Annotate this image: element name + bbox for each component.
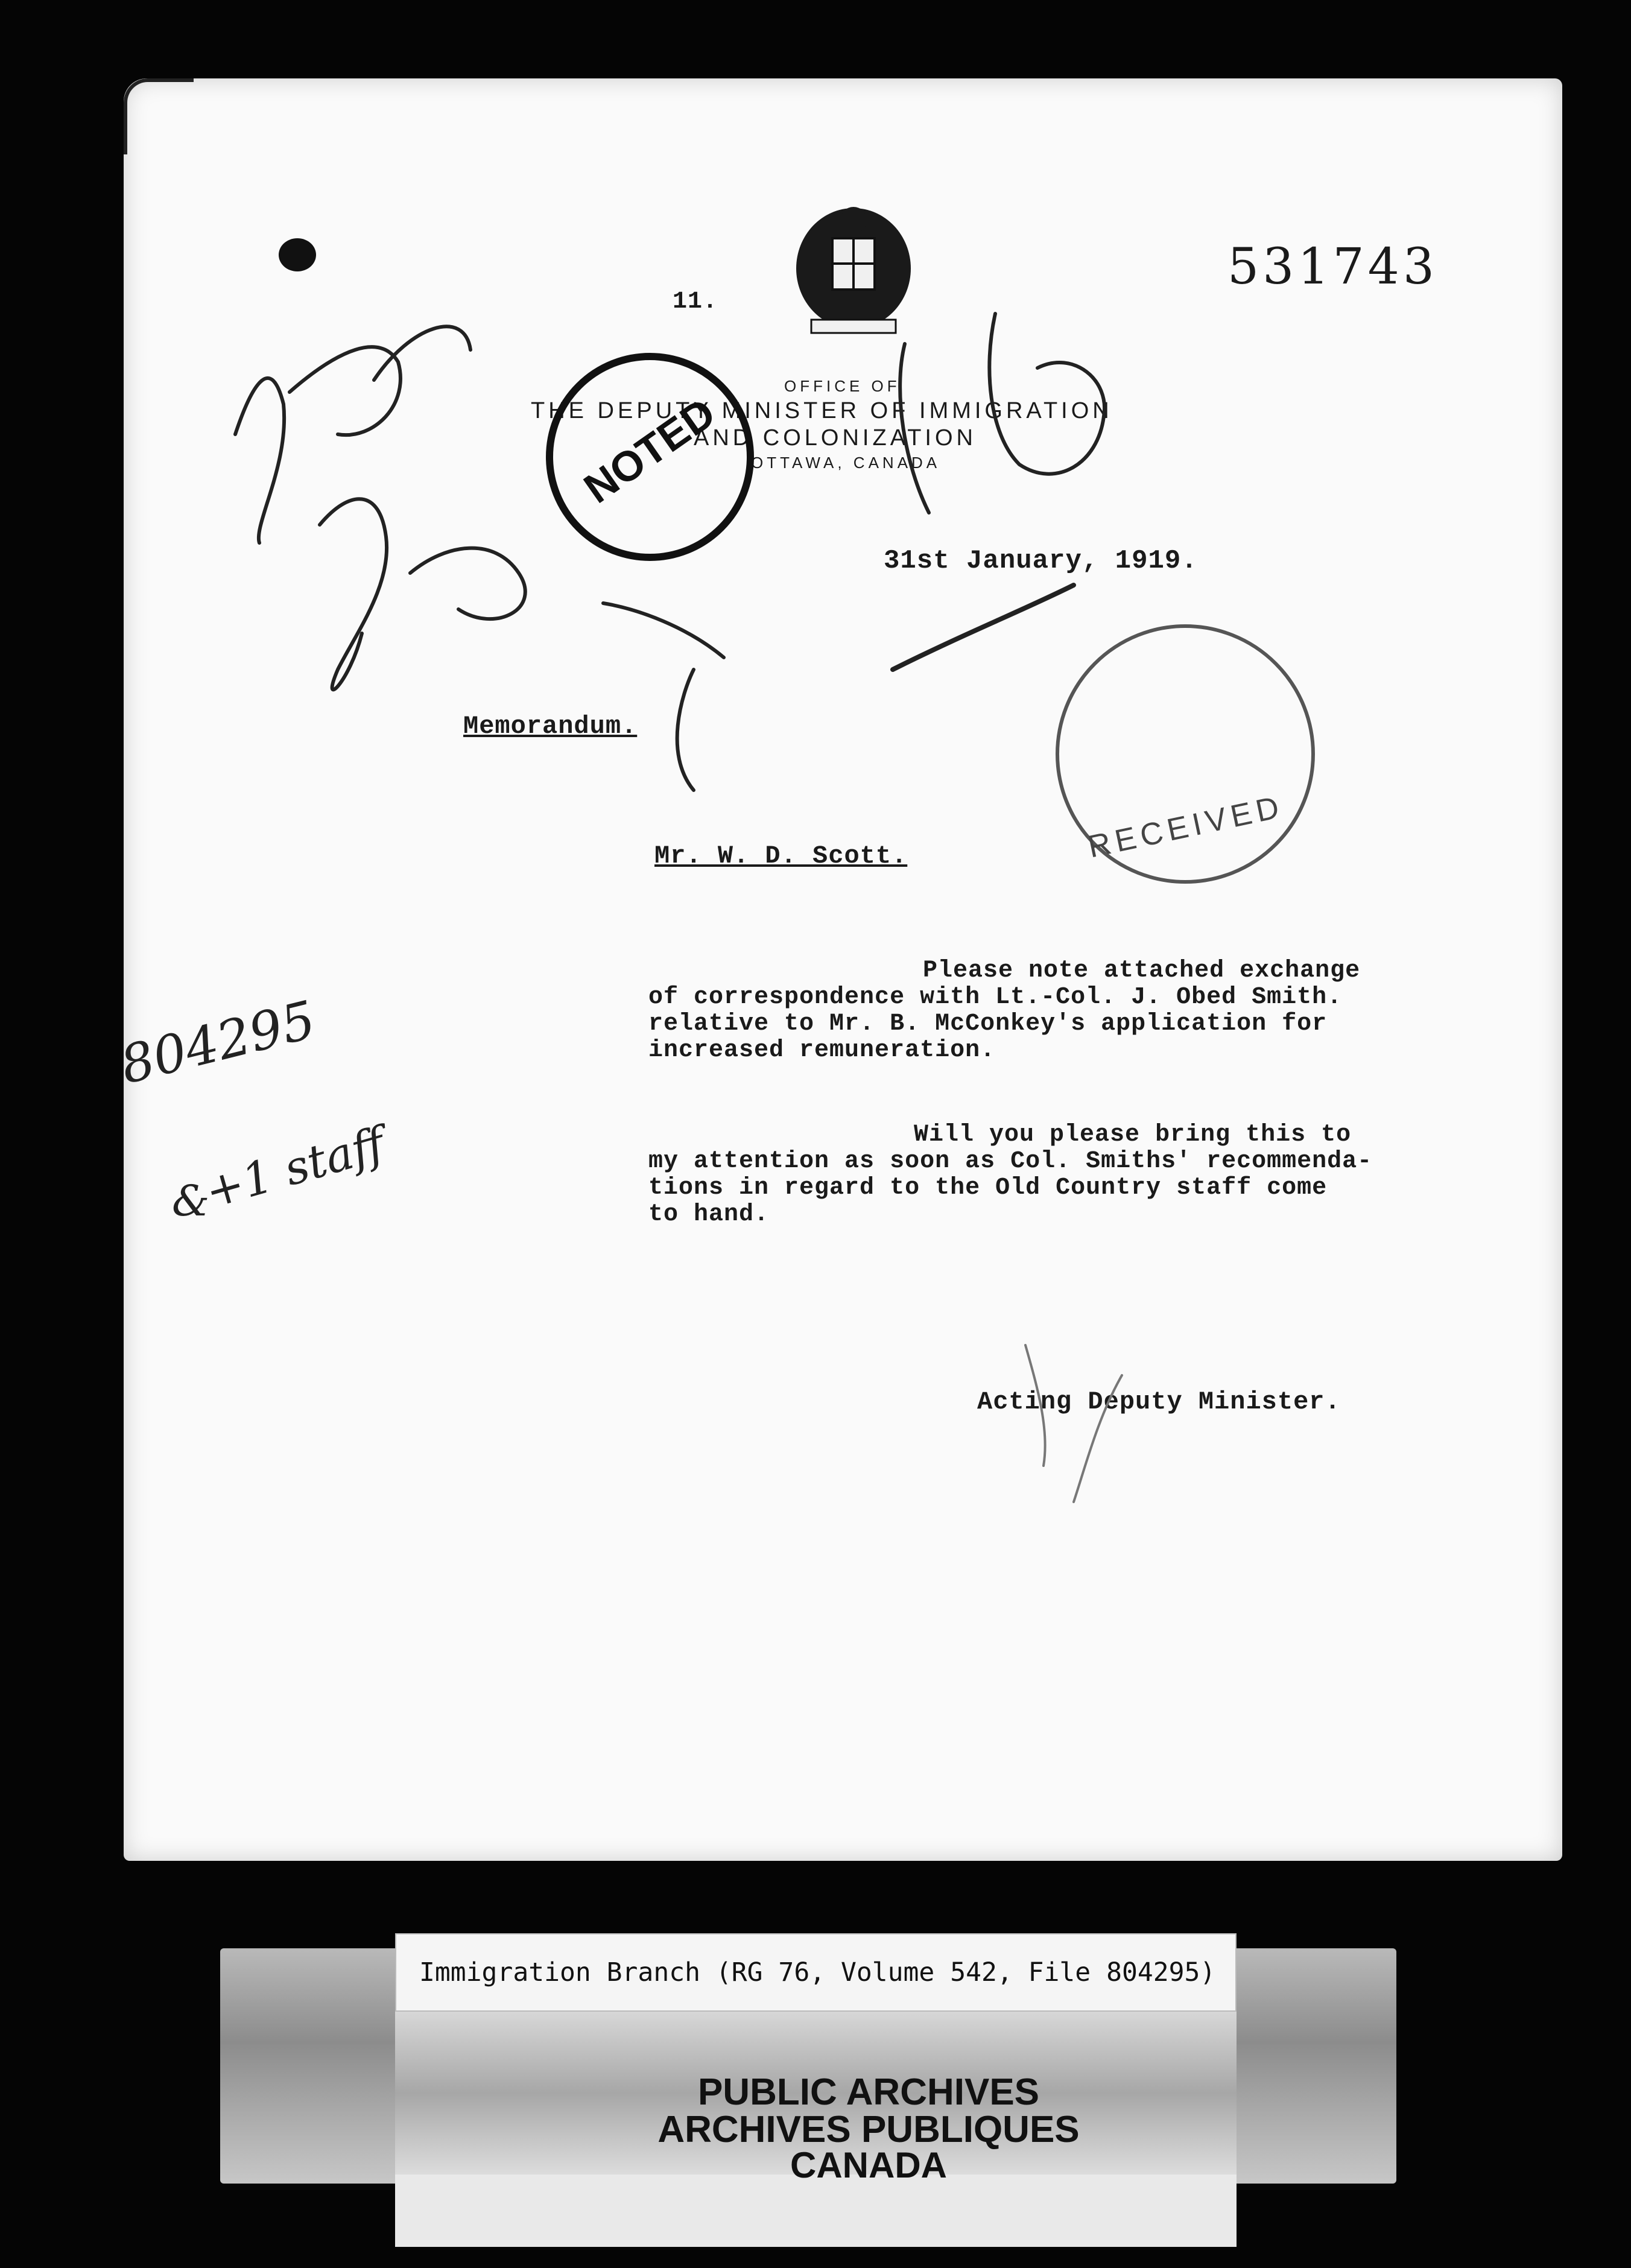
archive-stamp-line3: CANADA bbox=[790, 2145, 947, 2185]
page-marker: 11. bbox=[673, 288, 718, 315]
paragraph-1-line-2: of correspondence with Lt.-Col. J. Obed Smith. bbox=[648, 984, 1343, 1011]
handwritten-scribbles bbox=[181, 151, 1267, 1598]
archive-stamp-line2: ARCHIVES PUBLIQUES bbox=[657, 2109, 1080, 2150]
letterhead-line1: THE DEPUTY MINISTER OF IMMIGRATION bbox=[531, 398, 1113, 423]
paragraph-2-line-3: tions in regard to the Old Country staff come bbox=[648, 1174, 1328, 1202]
memo-date: 31st January, 1919. bbox=[884, 546, 1198, 576]
file-number: 531743 bbox=[1227, 238, 1439, 296]
paragraph-1-line-1: Please note attached exchange bbox=[923, 957, 1361, 984]
handwritten-file-number: 804295 bbox=[115, 989, 321, 1097]
paragraph-1-line-3: relative to Mr. B. McConkey's application for bbox=[648, 1010, 1328, 1037]
received-stamp-label: RECEIVED bbox=[1085, 789, 1287, 865]
letterhead-office-of: OFFICE OF bbox=[784, 377, 901, 395]
paragraph-1-line-4: increased remuneration. bbox=[648, 1037, 996, 1064]
archive-reference-label bbox=[395, 1933, 1237, 2012]
letterhead-line2: AND COLONIZATION bbox=[694, 425, 977, 451]
memo-title: Memorandum. bbox=[463, 712, 638, 741]
handwritten-ampersand: & bbox=[172, 1176, 210, 1226]
paragraph-2-line-1: Will you please bring this to bbox=[914, 1121, 1352, 1148]
archive-stamp-line1: PUBLIC ARCHIVES bbox=[697, 2071, 1040, 2113]
handwritten-staff-note: +1 staff bbox=[199, 1116, 391, 1219]
letterhead-line3: OTTAWA, CANADA bbox=[751, 454, 941, 472]
signature-title: Acting Deputy Minister. bbox=[977, 1387, 1341, 1416]
page-corner-fold bbox=[124, 78, 194, 154]
noted-stamp-label: NOTED bbox=[575, 388, 724, 513]
archive-reference-text: Immigration Branch (RG 76, Volume 542, File 804295) bbox=[419, 1957, 1216, 1988]
paragraph-2-line-2: my attention as soon as Col. Smiths' recommenda- bbox=[648, 1148, 1373, 1175]
memo-addressee: Mr. W. D. Scott. bbox=[654, 841, 908, 870]
paragraph-2-line-4: to hand. bbox=[648, 1201, 770, 1228]
archive-tape-bottom bbox=[395, 2175, 1237, 2247]
